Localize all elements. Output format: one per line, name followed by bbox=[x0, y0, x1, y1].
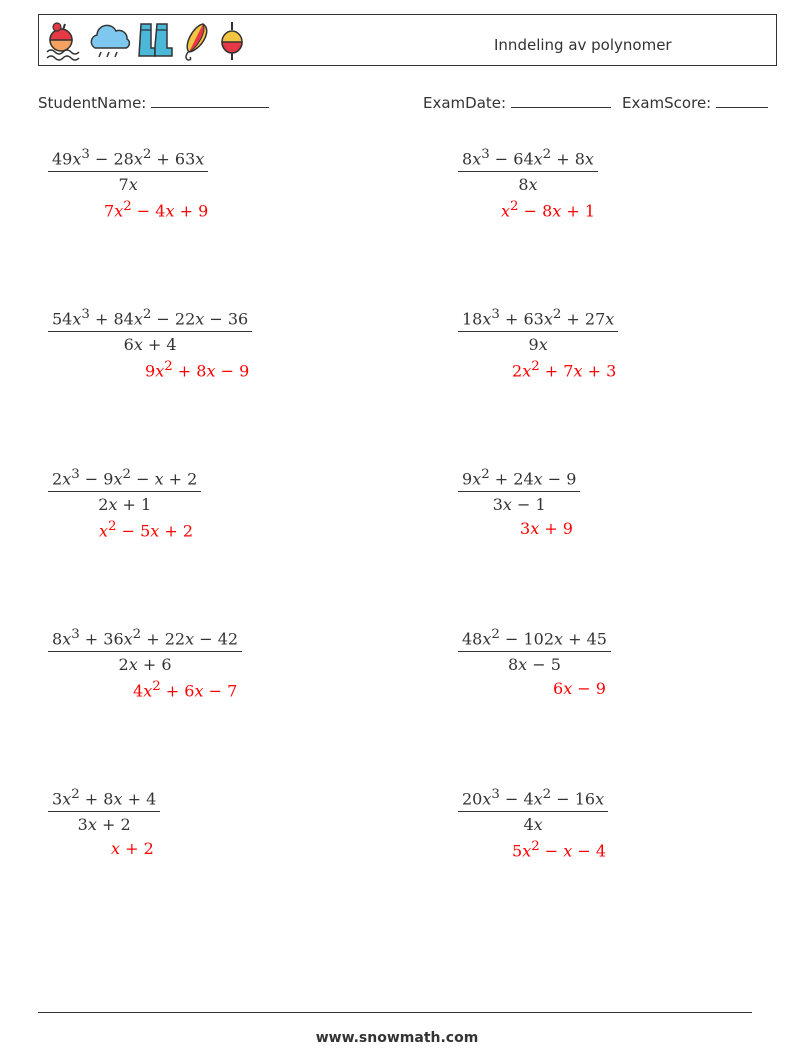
footer-divider bbox=[38, 1012, 752, 1013]
student-name-blank[interactable] bbox=[151, 93, 269, 108]
answer: $4x^2 + 6x - 7$ bbox=[133, 679, 238, 701]
problem-3 bbox=[48, 307, 252, 354]
denominator: 2x + 1 bbox=[98, 495, 152, 515]
answer: $x^2 - 8x + 1$ bbox=[501, 199, 596, 221]
numerator: $9x^2 + 24x - 9$ bbox=[458, 467, 580, 492]
fraction bbox=[48, 627, 242, 674]
worksheet-title: Inndeling av polynomer bbox=[494, 36, 672, 54]
answer: $9x^2 + 8x - 9$ bbox=[145, 359, 250, 381]
fraction bbox=[458, 787, 608, 834]
numerator: $8x^3 + 36x^2 + 22x - 42$ bbox=[48, 627, 242, 652]
answer: x + 2 bbox=[111, 839, 154, 858]
problem-10 bbox=[458, 787, 608, 834]
fishing-bobber-water-icon bbox=[45, 20, 83, 62]
numerator: $18x^3 + 63x^2 + 27x$ bbox=[458, 307, 618, 332]
problem-1 bbox=[48, 147, 208, 194]
denominator: 8x − 5 bbox=[507, 655, 561, 675]
answer: $2x^2 + 7x + 3$ bbox=[512, 359, 617, 381]
problem-5 bbox=[48, 467, 201, 514]
problem-6 bbox=[458, 467, 580, 514]
exam-date-field bbox=[423, 93, 611, 112]
problem-8 bbox=[458, 627, 611, 674]
problem-2 bbox=[458, 147, 598, 194]
answer: $x^2 - 5x + 2$ bbox=[99, 519, 194, 541]
answer: $7x^2 - 4x + 9$ bbox=[104, 199, 209, 221]
denominator: 3x + 2 bbox=[77, 815, 131, 835]
denominator: 2x + 6 bbox=[118, 655, 172, 675]
denominator: 4x bbox=[523, 815, 543, 835]
denominator: 6x + 4 bbox=[123, 335, 177, 355]
fishing-lure-icon bbox=[179, 20, 213, 62]
fraction bbox=[48, 467, 201, 514]
numerator: $48x^2 - 102x + 45$ bbox=[458, 627, 611, 652]
footer-url: www.snowmath.com bbox=[315, 1030, 479, 1046]
student-name-label: StudentName: bbox=[38, 94, 147, 112]
exam-date-blank[interactable] bbox=[511, 93, 611, 108]
exam-score-field bbox=[622, 93, 768, 112]
denominator: 9x bbox=[528, 335, 548, 355]
numerator: $2x^3 - 9x^2 - x + 2$ bbox=[48, 467, 201, 492]
rain-cloud-icon bbox=[87, 20, 133, 62]
fraction bbox=[458, 307, 618, 354]
denominator: 8x bbox=[518, 175, 538, 195]
exam-score-blank[interactable] bbox=[716, 93, 768, 108]
fraction bbox=[458, 147, 598, 194]
fraction bbox=[458, 627, 611, 674]
numerator: $20x^3 - 4x^2 - 16x$ bbox=[458, 787, 608, 812]
problem-7 bbox=[48, 627, 242, 674]
fraction bbox=[48, 147, 208, 194]
fishing-float-icon bbox=[217, 20, 247, 62]
answer: $5x^2 - x - 4$ bbox=[512, 839, 607, 861]
numerator: $8x^3 - 64x^2 + 8x$ bbox=[458, 147, 598, 172]
answer: 3x + 9 bbox=[520, 519, 573, 538]
problem-9 bbox=[48, 787, 160, 834]
answer: 6x − 9 bbox=[553, 679, 606, 698]
student-name-field bbox=[38, 93, 269, 112]
header-icons bbox=[45, 20, 247, 62]
denominator: 7x bbox=[118, 175, 138, 195]
worksheet-header bbox=[38, 14, 777, 66]
fraction bbox=[458, 467, 580, 514]
fraction bbox=[48, 787, 160, 834]
problem-4 bbox=[458, 307, 618, 354]
exam-date-label: ExamDate: bbox=[423, 94, 507, 112]
numerator: $54x^3 + 84x^2 - 22x - 36$ bbox=[48, 307, 252, 332]
fraction bbox=[48, 307, 252, 354]
numerator: $3x^2 + 8x + 4$ bbox=[48, 787, 160, 812]
numerator: $49x^3 - 28x^2 + 63x$ bbox=[48, 147, 208, 172]
denominator: 3x − 1 bbox=[492, 495, 546, 515]
exam-score-label: ExamScore: bbox=[622, 94, 712, 112]
rubber-boots-icon bbox=[137, 20, 175, 62]
